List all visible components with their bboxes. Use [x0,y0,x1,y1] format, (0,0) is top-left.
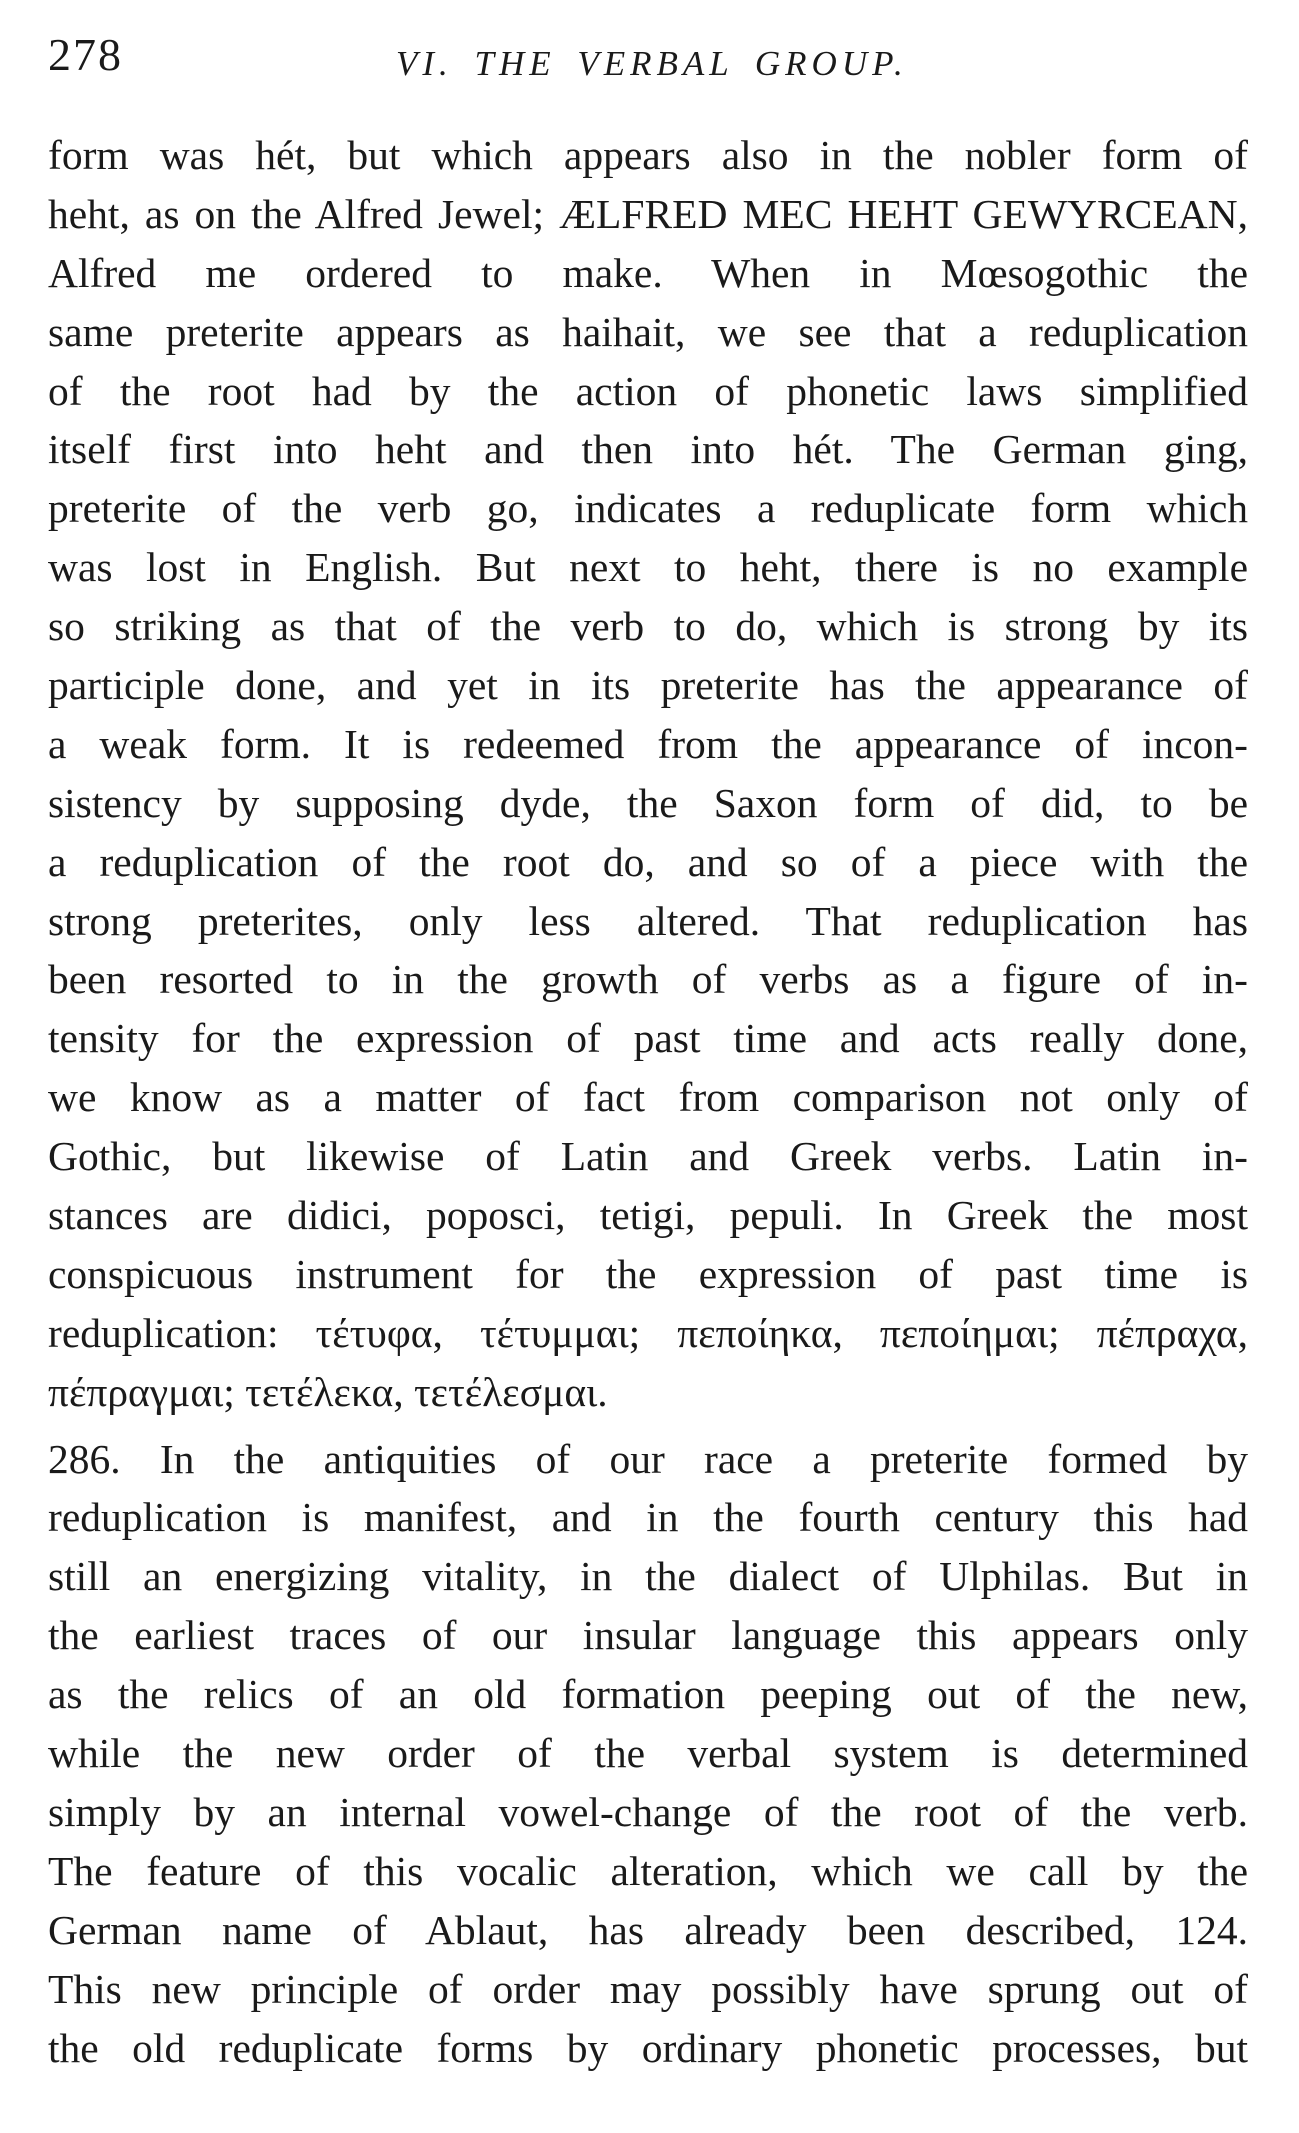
text-line: simply by an internal vowel-change of the root of the verb. [48,1788,1248,1835]
text-line: tensity for the expression of past time and acts really done, [48,1015,1248,1062]
text-line: reduplication is manifest, and in the fourth century this had [48,1494,1248,1541]
text-line: a weak form. It is redeemed from the appearance of incon- [48,720,1248,767]
text-line: same preterite appears as haihait, we see that a reduplication [48,308,1248,355]
text-line: we know as a matter of fact from comparison not only of [48,1074,1248,1121]
page-number: 278 [48,29,123,80]
text-line: as the relics of an old formation peeping out of the new, [48,1671,1248,1718]
text-line: reduplication: τέτυφα, τέτυμμαι; πεποίηκα, πεποίημαι; πέπραχα, [48,1309,1248,1356]
text-line: participle done, and yet in its preterite has the appearance of [48,662,1248,709]
text-line: stances are didici, poposci, tetigi, pepuli. In Greek the most [48,1192,1248,1239]
text-line: strong preterites, only less altered. That reduplication has [48,897,1248,944]
text-line: conspicuous instrument for the expression of past time is [48,1250,1248,1297]
text-line: of the root had by the action of phonetic laws simplified [48,367,1248,414]
running-title: VI. THE VERBAL GROUP. [396,44,908,83]
text-line: form was hét, but which appears also in the nobler form of [48,132,1248,178]
text-line: while the new order of the verbal system is determined [48,1730,1248,1777]
text-line: πέπραγμαι; τετέλεκα, τετέλεσμαι. [48,1368,608,1415]
text-line: itself first into heht and then into hét. The German ging, [48,426,1248,473]
text-line: Gothic, but likewise of Latin and Greek verbs. Latin in- [48,1133,1248,1180]
text-line: a reduplication of the root do, and so of a piece with the [48,838,1248,885]
text-line: been resorted to in the growth of verbs as a figure of in- [48,956,1248,1003]
text-line: heht, as on the Alfred Jewel; ÆLFRED MEC HEHT GEWYRCEAN, [48,190,1248,237]
text-line: The feature of this vocalic alteration, which we call by the [48,1847,1248,1894]
text-line: still an energizing vitality, in the dialect of Ulphilas. But in [48,1553,1248,1600]
text-line: was lost in English. But next to heht, there is no example [48,544,1248,591]
text-line: Alfred me ordered to make. When in Mœsogothic the [48,249,1248,296]
paragraph-start-line: 286. In the antiquities of our race a preterite formed by [48,1435,1248,1482]
text-line: the earliest traces of our insular language this appears only [48,1612,1248,1659]
running-head [48,28,1258,108]
text-line: sistency by supposing dyde, the Saxon form of did, to be [48,779,1248,826]
body-text [48,126,1248,2077]
text-line: the old reduplicate forms by ordinary phonetic processes, but [48,2024,1248,2071]
text-line: German name of Ablaut, has already been described, 124. [48,1906,1248,1953]
text-line: This new principle of order may possibly have sprung out of [48,1965,1248,2012]
text-line: so striking as that of the verb to do, which is strong by its [48,603,1248,650]
text-line: preterite of the verb go, indicates a reduplicate form which [48,485,1248,532]
